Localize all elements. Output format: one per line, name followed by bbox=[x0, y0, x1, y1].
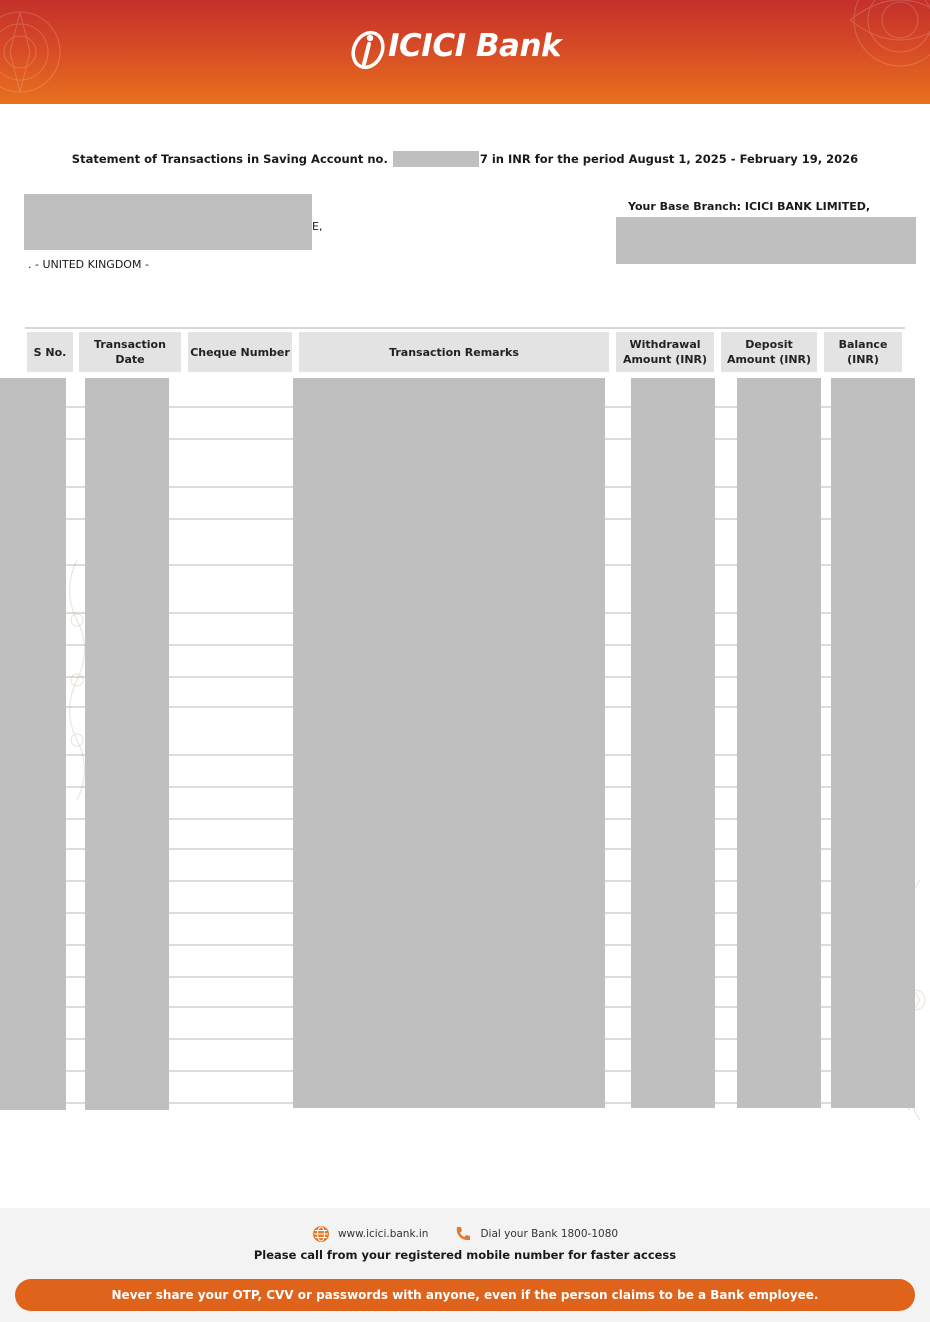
address-suffix: E, bbox=[312, 220, 323, 233]
globe-icon bbox=[312, 1225, 330, 1243]
col-header-deposit: Deposit Amount (INR) bbox=[721, 332, 817, 372]
balance-column-redaction bbox=[831, 378, 915, 1108]
customer-country: . - UNITED KINGDOM - bbox=[28, 258, 149, 271]
title-suffix: 7 in INR for the period August 1, 2025 - February 19, 2026 bbox=[479, 152, 859, 166]
bank-header bbox=[0, 0, 930, 104]
header-mandala-right bbox=[790, 0, 930, 104]
website-contact[interactable] bbox=[312, 1225, 429, 1243]
base-branch-label: Your Base Branch: ICICI BANK LIMITED, bbox=[628, 200, 871, 213]
security-warning-text: Never share your OTP, CVV or passwords with anyone, even if the person claims to be a Bank employee. bbox=[111, 1288, 819, 1302]
website-link[interactable]: www.icici.bank.in bbox=[337, 1228, 429, 1240]
icici-logo-icon bbox=[348, 26, 388, 70]
date-column-redaction bbox=[85, 378, 169, 1110]
icici-logo bbox=[348, 26, 588, 74]
footer-note: Please call from your registered mobile number for faster access bbox=[253, 1248, 677, 1262]
col-header-sno: S No. bbox=[27, 332, 73, 372]
header-mandala-left bbox=[0, 0, 160, 104]
withdrawal-column-redaction bbox=[631, 378, 715, 1108]
branch-address-redaction bbox=[616, 217, 916, 264]
statement-title bbox=[0, 151, 930, 167]
sno-column-redaction bbox=[0, 378, 66, 1110]
phone-number[interactable]: Dial your Bank 1800-1080 bbox=[480, 1228, 619, 1240]
col-header-transaction-date: Transaction Date bbox=[79, 332, 181, 372]
col-header-transaction-remarks: Transaction Remarks bbox=[299, 332, 609, 372]
deposit-column-redaction bbox=[737, 378, 821, 1108]
title-prefix: Statement of Transactions in Saving Account no. bbox=[71, 152, 388, 166]
col-header-cheque-number: Cheque Number bbox=[188, 332, 292, 372]
remarks-column-redaction bbox=[293, 378, 605, 1108]
security-warning-banner bbox=[15, 1279, 915, 1311]
customer-address-redaction bbox=[24, 194, 312, 250]
col-header-balance: Balance (INR) bbox=[824, 332, 902, 372]
phone-contact[interactable] bbox=[454, 1225, 618, 1243]
account-number-redaction bbox=[393, 151, 479, 167]
bank-name: ICICI Bank bbox=[388, 28, 562, 64]
col-header-withdrawal: Withdrawal Amount (INR) bbox=[616, 332, 714, 372]
footer-contacts bbox=[0, 1225, 930, 1243]
phone-icon bbox=[454, 1225, 472, 1243]
